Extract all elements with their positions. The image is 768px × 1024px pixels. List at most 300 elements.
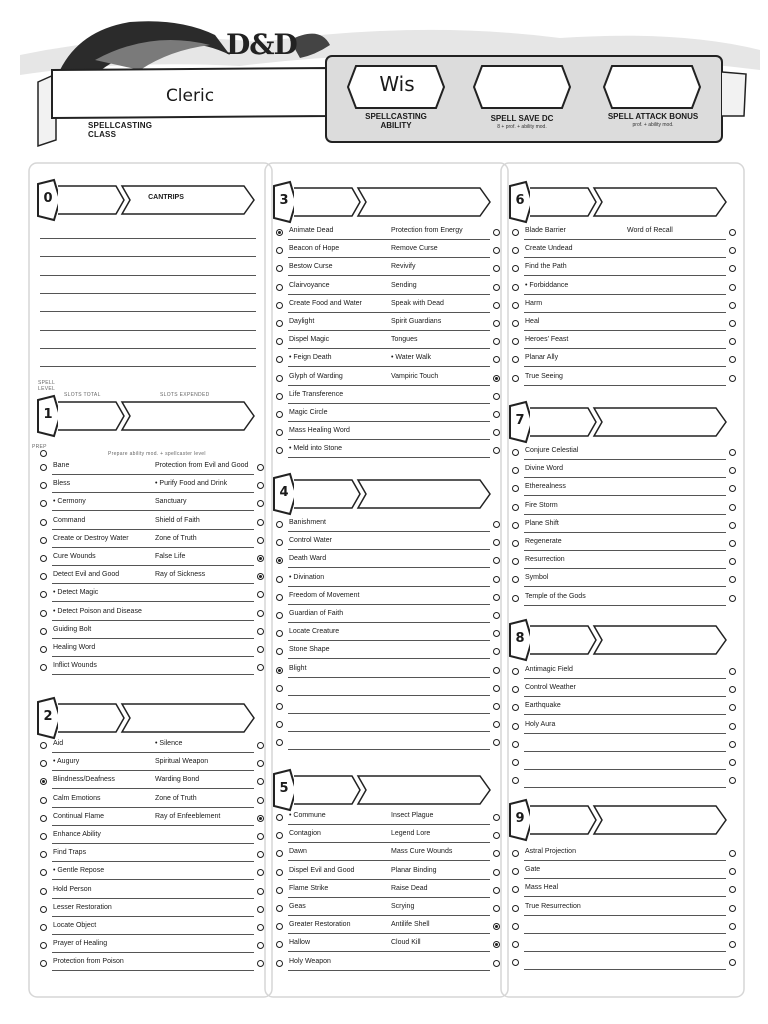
- prepared-checkbox[interactable]: [512, 265, 519, 272]
- spell-name[interactable]: Aid: [53, 740, 64, 747]
- spell-name[interactable]: Cloud Kill: [391, 939, 421, 947]
- prepared-checkbox[interactable]: [257, 500, 264, 507]
- cantrip-line[interactable]: [40, 366, 256, 367]
- prepared-checkbox[interactable]: [493, 338, 500, 345]
- ability-value[interactable]: Wis: [379, 72, 415, 96]
- prepared-checkbox[interactable]: [493, 429, 500, 436]
- prepared-checkbox[interactable]: [276, 739, 283, 746]
- prepared-checkbox[interactable]: [257, 519, 264, 526]
- prepared-checkbox[interactable]: [512, 576, 519, 583]
- prepared-checkbox[interactable]: [493, 869, 500, 876]
- prepared-checkbox[interactable]: [276, 814, 283, 821]
- prepared-checkbox[interactable]: [276, 539, 283, 546]
- prepared-checkbox[interactable]: [276, 685, 283, 692]
- spell-name[interactable]: Antilife Shell: [391, 921, 430, 929]
- prepared-checkbox[interactable]: [40, 482, 47, 489]
- spell-name[interactable]: Clairvoyance: [289, 281, 330, 289]
- prepared-checkbox[interactable]: [257, 537, 264, 544]
- spell-name[interactable]: Lesser Restoration: [53, 903, 112, 911]
- spell-name[interactable]: Hallow: [289, 939, 311, 947]
- prepared-checkbox[interactable]: [276, 576, 283, 583]
- spell-name[interactable]: Blade Barrier: [525, 227, 566, 234]
- prepared-checkbox[interactable]: [729, 504, 736, 511]
- prepared-checkbox[interactable]: [40, 628, 47, 635]
- prepared-checkbox[interactable]: [276, 320, 283, 327]
- spell-name[interactable]: Spiritual Weapon: [155, 758, 209, 766]
- prepared-checkbox[interactable]: [276, 905, 283, 912]
- spell-name[interactable]: Ray of Enfeeblement: [155, 812, 221, 820]
- prepared-checkbox[interactable]: [729, 485, 736, 492]
- prepared-checkbox[interactable]: [512, 522, 519, 529]
- prepared-checkbox[interactable]: [729, 595, 736, 602]
- spell-name[interactable]: True Seeing: [525, 372, 563, 380]
- spell-name[interactable]: Shield of Faith: [155, 516, 200, 524]
- spell-name[interactable]: • Meld into Stone: [289, 445, 343, 453]
- prepared-checkbox[interactable]: [729, 868, 736, 875]
- prepared-checkbox[interactable]: [512, 338, 519, 345]
- spell-name[interactable]: Heroes' Feast: [525, 336, 569, 344]
- prepared-checkbox[interactable]: [276, 612, 283, 619]
- spell-name[interactable]: Sending: [391, 281, 417, 289]
- prepared-checkbox[interactable]: [493, 612, 500, 619]
- prepared-checkbox[interactable]: [493, 576, 500, 583]
- prepared-checkbox[interactable]: [512, 247, 519, 254]
- spell-name[interactable]: Find Traps: [53, 849, 87, 857]
- prepared-checkbox[interactable]: [493, 229, 500, 236]
- spell-name[interactable]: Bestow Curse: [289, 263, 333, 271]
- spell-name[interactable]: Locate Creature: [289, 628, 340, 636]
- spell-name[interactable]: Detect Evil and Good: [53, 571, 120, 579]
- prepared-bubble[interactable]: [40, 450, 47, 457]
- prepared-checkbox[interactable]: [729, 941, 736, 948]
- prepared-checkbox[interactable]: [512, 356, 519, 363]
- prepared-checkbox[interactable]: [276, 557, 283, 564]
- prepared-checkbox[interactable]: [40, 778, 47, 785]
- spell-name[interactable]: Dispel Magic: [289, 336, 330, 344]
- prepared-checkbox[interactable]: [493, 814, 500, 821]
- prepared-checkbox[interactable]: [493, 960, 500, 967]
- prepared-checkbox[interactable]: [276, 411, 283, 418]
- spell-name[interactable]: Find the Path: [525, 263, 567, 271]
- spell-name[interactable]: Continual Flame: [53, 812, 104, 820]
- prepared-checkbox[interactable]: [40, 537, 47, 544]
- prepared-checkbox[interactable]: [257, 628, 264, 635]
- prepared-checkbox[interactable]: [276, 429, 283, 436]
- spell-name[interactable]: Sanctuary: [155, 498, 187, 506]
- spell-name[interactable]: Dawn: [289, 848, 307, 856]
- prepared-checkbox[interactable]: [729, 668, 736, 675]
- prepared-checkbox[interactable]: [257, 646, 264, 653]
- spell-name[interactable]: Death Ward: [289, 555, 327, 563]
- spell-name[interactable]: Control Water: [289, 537, 332, 545]
- prepared-checkbox[interactable]: [40, 742, 47, 749]
- spell-name[interactable]: Remove Curse: [391, 245, 438, 253]
- prepared-checkbox[interactable]: [40, 851, 47, 858]
- prepared-checkbox[interactable]: [276, 923, 283, 930]
- prepared-checkbox[interactable]: [276, 521, 283, 528]
- prepared-checkbox[interactable]: [40, 760, 47, 767]
- spell-name[interactable]: Protection from Poison: [53, 958, 124, 966]
- spell-name[interactable]: • Silence: [155, 740, 183, 747]
- prepared-checkbox[interactable]: [493, 667, 500, 674]
- prepared-checkbox[interactable]: [512, 686, 519, 693]
- prepared-checkbox[interactable]: [493, 850, 500, 857]
- spell-name[interactable]: Symbol: [525, 574, 549, 582]
- prepared-checkbox[interactable]: [493, 521, 500, 528]
- spell-name[interactable]: Vampiric Touch: [391, 372, 439, 380]
- prepared-checkbox[interactable]: [276, 941, 283, 948]
- prepared-checkbox[interactable]: [493, 594, 500, 601]
- prepared-checkbox[interactable]: [512, 540, 519, 547]
- prepared-checkbox[interactable]: [729, 886, 736, 893]
- prepared-checkbox[interactable]: [257, 888, 264, 895]
- spell-name[interactable]: Greater Restoration: [289, 921, 351, 929]
- spell-name[interactable]: Tongues: [391, 336, 418, 344]
- prepared-checkbox[interactable]: [40, 573, 47, 580]
- prepared-checkbox[interactable]: [729, 265, 736, 272]
- spell-name[interactable]: Zone of Truth: [155, 534, 197, 542]
- prepared-checkbox[interactable]: [257, 869, 264, 876]
- prepared-checkbox[interactable]: [729, 449, 736, 456]
- spell-name[interactable]: Blight: [289, 664, 307, 672]
- prepared-checkbox[interactable]: [493, 887, 500, 894]
- spell-name[interactable]: Enhance Ability: [53, 831, 101, 838]
- prepared-checkbox[interactable]: [493, 247, 500, 254]
- prepared-checkbox[interactable]: [40, 942, 47, 949]
- spell-name[interactable]: Divine Word: [525, 465, 563, 473]
- prepared-checkbox[interactable]: [276, 302, 283, 309]
- prepared-checkbox[interactable]: [257, 924, 264, 931]
- prepared-checkbox[interactable]: [40, 924, 47, 931]
- spell-name[interactable]: Regenerate: [525, 538, 562, 545]
- prepared-checkbox[interactable]: [257, 942, 264, 949]
- spell-name[interactable]: Create Food and Water: [289, 299, 362, 307]
- prepared-checkbox[interactable]: [40, 888, 47, 895]
- spell-name[interactable]: • Cermony: [53, 498, 86, 506]
- cantrip-line[interactable]: [40, 275, 256, 276]
- prepared-checkbox[interactable]: [512, 868, 519, 875]
- spell-name[interactable]: Daylight: [289, 318, 315, 325]
- prepared-checkbox[interactable]: [276, 960, 283, 967]
- spell-name[interactable]: Astral Projection: [525, 848, 576, 855]
- spell-name[interactable]: • Gentle Repose: [53, 867, 105, 875]
- prepared-checkbox[interactable]: [493, 941, 500, 948]
- prepared-checkbox[interactable]: [276, 703, 283, 710]
- prepared-checkbox[interactable]: [493, 739, 500, 746]
- spell-name[interactable]: Beacon of Hope: [289, 245, 340, 253]
- prepared-checkbox[interactable]: [257, 573, 264, 580]
- prepared-checkbox[interactable]: [493, 703, 500, 710]
- prepared-checkbox[interactable]: [512, 485, 519, 492]
- spell-name[interactable]: Ray of Sickness: [155, 571, 206, 579]
- cantrip-line[interactable]: [40, 256, 256, 257]
- spell-name[interactable]: Dispel Evil and Good: [289, 866, 355, 874]
- spell-name[interactable]: Earthquake: [525, 702, 561, 710]
- prepared-checkbox[interactable]: [257, 464, 264, 471]
- spell-name[interactable]: Gate: [525, 866, 541, 874]
- cantrip-line[interactable]: [40, 293, 256, 294]
- prepared-checkbox[interactable]: [493, 630, 500, 637]
- prepared-checkbox[interactable]: [276, 338, 283, 345]
- prepared-checkbox[interactable]: [276, 850, 283, 857]
- prepared-checkbox[interactable]: [493, 557, 500, 564]
- prepared-checkbox[interactable]: [257, 778, 264, 785]
- prepared-checkbox[interactable]: [512, 229, 519, 236]
- prepared-checkbox[interactable]: [729, 741, 736, 748]
- prepared-checkbox[interactable]: [40, 464, 47, 471]
- spell-name[interactable]: Revivify: [391, 263, 416, 271]
- prepared-checkbox[interactable]: [493, 447, 500, 454]
- prepared-checkbox[interactable]: [276, 721, 283, 728]
- spell-name[interactable]: Locate Object: [53, 922, 97, 929]
- prepared-checkbox[interactable]: [493, 721, 500, 728]
- prepared-checkbox[interactable]: [512, 741, 519, 748]
- prepared-checkbox[interactable]: [257, 591, 264, 598]
- spell-name[interactable]: Bane: [53, 462, 70, 469]
- prepared-checkbox[interactable]: [40, 646, 47, 653]
- spell-name[interactable]: Fire Storm: [525, 501, 558, 509]
- class-value[interactable]: Cleric: [165, 86, 215, 106]
- prepared-checkbox[interactable]: [276, 284, 283, 291]
- prepared-checkbox[interactable]: [512, 449, 519, 456]
- cantrip-line[interactable]: [40, 348, 256, 349]
- save-dc-value[interactable]: [482, 72, 562, 102]
- spell-name[interactable]: Prayer of Healing: [53, 940, 108, 948]
- prepared-checkbox[interactable]: [512, 668, 519, 675]
- prepared-checkbox[interactable]: [512, 886, 519, 893]
- prepared-checkbox[interactable]: [257, 960, 264, 967]
- spell-name[interactable]: Holy Weapon: [289, 957, 331, 965]
- spell-name[interactable]: Antimagic Field: [525, 666, 573, 673]
- prepared-checkbox[interactable]: [40, 591, 47, 598]
- prepared-checkbox[interactable]: [40, 610, 47, 617]
- cantrip-line[interactable]: [40, 238, 256, 239]
- prepared-checkbox[interactable]: [40, 555, 47, 562]
- prepared-checkbox[interactable]: [40, 869, 47, 876]
- spell-name[interactable]: Cure Wounds: [53, 553, 96, 560]
- prepared-checkbox[interactable]: [493, 265, 500, 272]
- prepared-checkbox[interactable]: [512, 923, 519, 930]
- prepared-checkbox[interactable]: [729, 558, 736, 565]
- spell-name[interactable]: Geas: [289, 903, 306, 910]
- prepared-checkbox[interactable]: [257, 833, 264, 840]
- prepared-checkbox[interactable]: [729, 338, 736, 345]
- spell-name[interactable]: Legend Lore: [391, 830, 431, 838]
- prepared-checkbox[interactable]: [276, 247, 283, 254]
- prepared-checkbox[interactable]: [257, 610, 264, 617]
- spell-name[interactable]: Insect Plague: [391, 812, 434, 819]
- prepared-checkbox[interactable]: [257, 760, 264, 767]
- spell-name[interactable]: • Feign Death: [289, 354, 332, 362]
- cantrip-line[interactable]: [40, 311, 256, 312]
- spell-name[interactable]: Holy Aura: [525, 720, 556, 728]
- prepared-checkbox[interactable]: [729, 284, 736, 291]
- spell-name[interactable]: • Detect Magic: [53, 589, 99, 597]
- spell-name[interactable]: Stone Shape: [289, 646, 330, 654]
- prepared-checkbox[interactable]: [493, 411, 500, 418]
- prepared-checkbox[interactable]: [493, 393, 500, 400]
- spell-name[interactable]: • Forbiddance: [525, 281, 569, 289]
- spell-name[interactable]: Freedom of Movement: [289, 591, 360, 599]
- prepared-checkbox[interactable]: [493, 648, 500, 655]
- prepared-checkbox[interactable]: [276, 832, 283, 839]
- spell-name[interactable]: Contagion: [289, 830, 321, 838]
- spell-name[interactable]: • Water Walk: [391, 354, 432, 362]
- prepared-checkbox[interactable]: [276, 447, 283, 454]
- prepared-checkbox[interactable]: [512, 959, 519, 966]
- spell-name[interactable]: Magic Circle: [289, 409, 328, 416]
- prepared-checkbox[interactable]: [40, 815, 47, 822]
- spell-name[interactable]: Speak with Dead: [391, 299, 444, 307]
- prepared-checkbox[interactable]: [512, 704, 519, 711]
- prepared-checkbox[interactable]: [276, 393, 283, 400]
- spell-name[interactable]: Temple of the Gods: [525, 592, 586, 600]
- spell-name[interactable]: Healing Word: [53, 644, 96, 651]
- spell-name[interactable]: Banishment: [289, 519, 326, 526]
- prepared-checkbox[interactable]: [40, 500, 47, 507]
- prepared-checkbox[interactable]: [40, 960, 47, 967]
- prepared-checkbox[interactable]: [276, 229, 283, 236]
- prepared-checkbox[interactable]: [276, 887, 283, 894]
- spell-name[interactable]: Raise Dead: [391, 884, 428, 892]
- spell-name[interactable]: Create or Destroy Water: [53, 534, 129, 542]
- prepared-checkbox[interactable]: [512, 595, 519, 602]
- prepared-checkbox[interactable]: [257, 742, 264, 749]
- prepared-checkbox[interactable]: [276, 869, 283, 876]
- spell-name[interactable]: Scrying: [391, 903, 415, 910]
- prepared-checkbox[interactable]: [40, 906, 47, 913]
- spell-name[interactable]: False Life: [155, 553, 186, 560]
- prepared-checkbox[interactable]: [512, 302, 519, 309]
- prepared-checkbox[interactable]: [276, 265, 283, 272]
- prepared-checkbox[interactable]: [257, 851, 264, 858]
- spell-name[interactable]: Guardian of Faith: [289, 610, 344, 617]
- prepared-checkbox[interactable]: [493, 375, 500, 382]
- spell-name[interactable]: Mass Cure Wounds: [391, 848, 453, 856]
- cantrip-line[interactable]: [40, 330, 256, 331]
- spell-name[interactable]: Inflict Wounds: [53, 662, 97, 670]
- spell-name[interactable]: Protection from Evil and Good: [155, 462, 249, 469]
- prepared-checkbox[interactable]: [512, 905, 519, 912]
- spell-name[interactable]: Planar Binding: [391, 866, 437, 874]
- prepared-checkbox[interactable]: [729, 704, 736, 711]
- spell-name[interactable]: True Resurrection: [525, 902, 581, 910]
- spell-name[interactable]: Harm: [525, 299, 543, 307]
- spell-name[interactable]: Warding Bond: [155, 776, 200, 784]
- spell-name[interactable]: Mass Healing Word: [289, 427, 350, 435]
- spell-name[interactable]: Etherealness: [525, 483, 566, 491]
- prepared-checkbox[interactable]: [729, 576, 736, 583]
- prepared-checkbox[interactable]: [729, 905, 736, 912]
- prepared-checkbox[interactable]: [276, 356, 283, 363]
- prepared-checkbox[interactable]: [493, 539, 500, 546]
- prepared-checkbox[interactable]: [512, 558, 519, 565]
- prepared-checkbox[interactable]: [276, 667, 283, 674]
- prepared-checkbox[interactable]: [512, 777, 519, 784]
- prepared-checkbox[interactable]: [512, 320, 519, 327]
- prepared-checkbox[interactable]: [493, 685, 500, 692]
- prepared-checkbox[interactable]: [729, 375, 736, 382]
- prepared-checkbox[interactable]: [257, 906, 264, 913]
- spell-name[interactable]: Animate Dead: [289, 227, 334, 234]
- spell-name[interactable]: Resurrection: [525, 556, 565, 564]
- prepared-checkbox[interactable]: [512, 723, 519, 730]
- spell-name[interactable]: Hold Person: [53, 885, 92, 893]
- prepared-checkbox[interactable]: [512, 375, 519, 382]
- prepared-checkbox[interactable]: [276, 594, 283, 601]
- prepared-checkbox[interactable]: [512, 504, 519, 511]
- spell-name[interactable]: • Detect Poison and Disease: [53, 607, 142, 615]
- spell-name[interactable]: Mass Heal: [525, 884, 559, 892]
- prepared-checkbox[interactable]: [512, 759, 519, 766]
- prepared-checkbox[interactable]: [276, 648, 283, 655]
- prepared-checkbox[interactable]: [493, 923, 500, 930]
- prepared-checkbox[interactable]: [729, 540, 736, 547]
- prepared-checkbox[interactable]: [257, 664, 264, 671]
- spell-name[interactable]: Zone of Truth: [155, 794, 197, 802]
- spell-name[interactable]: Command: [53, 516, 86, 524]
- spell-name[interactable]: Spirit Guardians: [391, 318, 442, 325]
- spell-name[interactable]: Calm Emotions: [53, 794, 101, 802]
- prepared-checkbox[interactable]: [40, 519, 47, 526]
- prepared-checkbox[interactable]: [512, 467, 519, 474]
- prepared-checkbox[interactable]: [729, 777, 736, 784]
- prepared-checkbox[interactable]: [276, 375, 283, 382]
- prepared-checkbox[interactable]: [729, 356, 736, 363]
- spell-name[interactable]: • Commune: [289, 812, 326, 819]
- spell-name[interactable]: • Augury: [53, 758, 80, 766]
- spell-name[interactable]: Word of Recall: [627, 227, 673, 234]
- prepared-checkbox[interactable]: [493, 320, 500, 327]
- prepared-checkbox[interactable]: [729, 850, 736, 857]
- spell-name[interactable]: • Purify Food and Drink: [155, 480, 228, 488]
- prepared-checkbox[interactable]: [512, 941, 519, 948]
- spell-name[interactable]: Bless: [53, 480, 71, 488]
- prepared-checkbox[interactable]: [40, 664, 47, 671]
- spell-name[interactable]: Plane Shift: [525, 519, 559, 527]
- spell-name[interactable]: Blindness/Deafness: [53, 776, 115, 784]
- spell-name[interactable]: • Divination: [289, 573, 325, 581]
- prepared-checkbox[interactable]: [257, 482, 264, 489]
- attack-bonus-value[interactable]: [612, 72, 692, 102]
- prepared-checkbox[interactable]: [257, 797, 264, 804]
- prepared-checkbox[interactable]: [729, 467, 736, 474]
- spell-name[interactable]: Flame Strike: [289, 884, 329, 892]
- prepared-checkbox[interactable]: [729, 923, 736, 930]
- prepared-checkbox[interactable]: [257, 555, 264, 562]
- spell-name[interactable]: Guiding Bolt: [53, 625, 92, 633]
- prepared-checkbox[interactable]: [493, 284, 500, 291]
- spell-name[interactable]: Glyph of Warding: [289, 372, 343, 380]
- prepared-checkbox[interactable]: [729, 522, 736, 529]
- prepared-checkbox[interactable]: [729, 247, 736, 254]
- prepared-checkbox[interactable]: [512, 284, 519, 291]
- prepared-checkbox[interactable]: [729, 229, 736, 236]
- prepared-checkbox[interactable]: [729, 723, 736, 730]
- spell-name[interactable]: Planar Ally: [525, 354, 559, 362]
- spell-name[interactable]: Conjure Celestial: [525, 447, 579, 454]
- spell-name[interactable]: Life Transference: [289, 390, 344, 398]
- prepared-checkbox[interactable]: [493, 832, 500, 839]
- prepared-checkbox[interactable]: [40, 833, 47, 840]
- prepared-checkbox[interactable]: [40, 797, 47, 804]
- prepared-checkbox[interactable]: [257, 815, 264, 822]
- prepared-checkbox[interactable]: [493, 905, 500, 912]
- prepared-checkbox[interactable]: [493, 356, 500, 363]
- prepared-checkbox[interactable]: [729, 302, 736, 309]
- prepared-checkbox[interactable]: [729, 959, 736, 966]
- spell-name[interactable]: Heal: [525, 318, 540, 325]
